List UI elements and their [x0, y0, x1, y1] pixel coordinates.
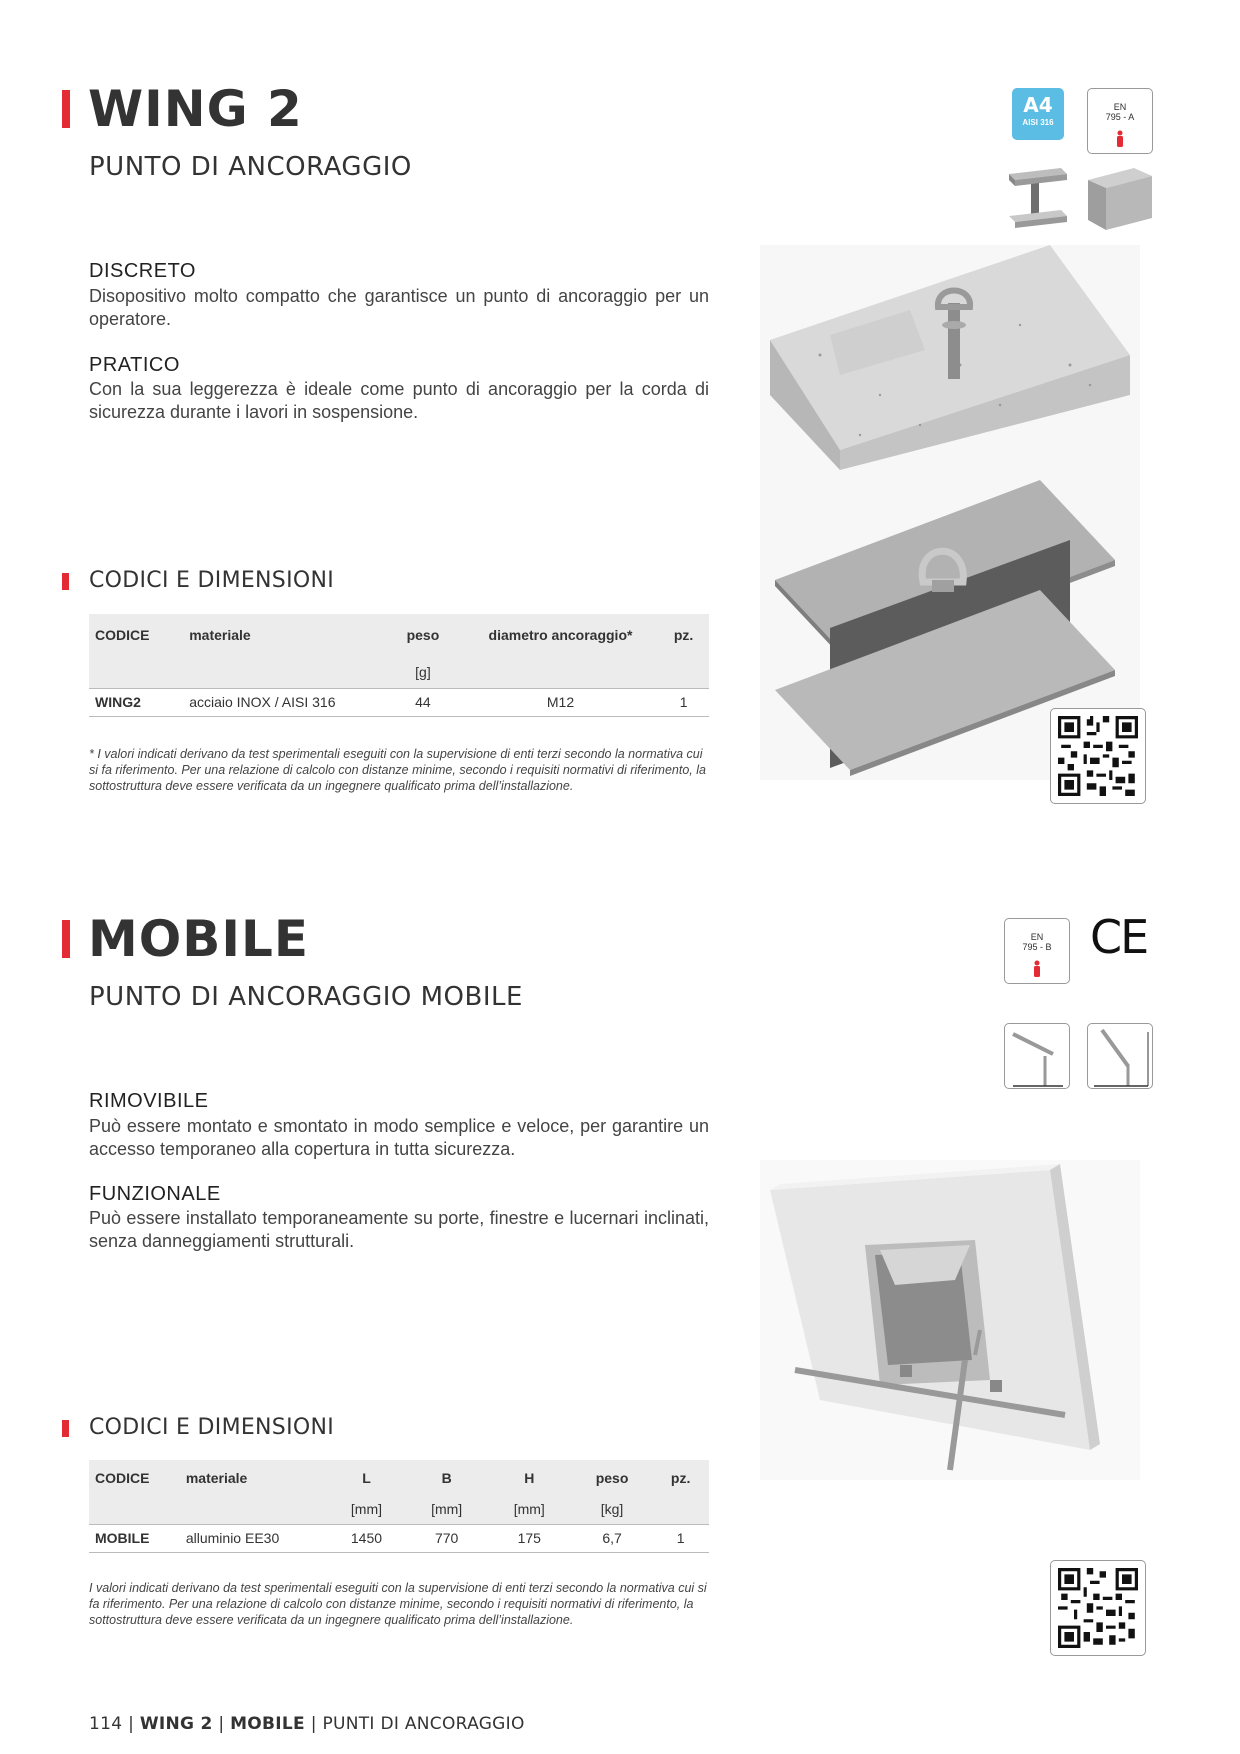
col-header: materiale: [180, 1460, 327, 1495]
col-header: B: [407, 1460, 487, 1495]
unit-cell: [180, 1495, 327, 1524]
codes-table-wing2: [89, 614, 709, 717]
anchor-inclined-icon: [1005, 1024, 1069, 1088]
col-header: CODICE: [89, 614, 183, 656]
footer-item-mobile: MOBILE: [230, 1714, 305, 1734]
footnote-mobile: I valori indicati derivano da test sperimentali eseguiti con la supervisione di enti terzi secondo la normativa cui si fa riferimento. Per una relazione di calcolo con distanze minime, secondo i requisiti normativi di riferimento, la sottostruttura deve essere verificata da un ingegnere qualificato prima dell’installazione.: [89, 1581, 707, 1627]
steel-beam-icon: [1003, 166, 1069, 232]
qr-code-icon: [1058, 1568, 1138, 1648]
mobile-window-illustration: [760, 1160, 1140, 1480]
norm-badge-line1: EN: [1113, 102, 1127, 112]
qr-code[interactable]: [1050, 1560, 1146, 1656]
cell-diameter: M12: [463, 688, 658, 716]
footer-category: PUNTI DI ANCORAGGIO: [322, 1714, 525, 1734]
section-title-codici: CODICI E DIMENSIONI: [89, 1415, 335, 1440]
feature-text: Disopositivo molto compatto che garantisce un punto di ancoraggio per un operatore.: [89, 286, 709, 329]
footnote-wing2: * I valori indicati derivano da test sperimentali eseguiti con la supervisione di enti terzi secondo la normativa cui si fa riferimento. Per una relazione di calcolo con distanze minime, secondo i requisiti normativi di riferimento, la sottostruttura deve essere verificata da un ingegnere qualificato prima dell’installazione.: [89, 747, 706, 793]
table-unit-row: [89, 656, 709, 688]
cell-weight: 6,7: [572, 1524, 652, 1552]
footer-separator: |: [128, 1714, 140, 1734]
feature-heading: PRATICO: [89, 354, 180, 376]
unit-cell: [kg]: [572, 1495, 652, 1524]
cell-code: MOBILE: [89, 1524, 180, 1552]
unit-cell: [mm]: [407, 1495, 487, 1524]
unit-cell: [mm]: [326, 1495, 406, 1524]
col-header: H: [487, 1460, 572, 1495]
col-header: L: [326, 1460, 406, 1495]
feature-text: Può essere installato temporaneamente su porte, finestre e lucernari inclinati, senza danneggiamenti strutturali.: [89, 1208, 709, 1251]
unit-cell: [89, 656, 183, 688]
material-badge-code: A4: [1023, 93, 1053, 117]
norm-badge: [1087, 88, 1153, 154]
feature-heading: FUNZIONALE: [89, 1183, 221, 1205]
col-header: pz.: [652, 1460, 709, 1495]
norm-badge-line2: 795 - A: [1105, 112, 1135, 122]
table-header-row: [89, 1460, 709, 1495]
material-badge: [1012, 88, 1064, 140]
col-header: peso: [572, 1460, 652, 1495]
product-subtitle-wing2: PUNTO DI ANCORAGGIO: [89, 152, 412, 182]
cell-width: 770: [407, 1524, 487, 1552]
unit-cell: [mm]: [487, 1495, 572, 1524]
col-header: pz.: [658, 614, 709, 656]
anchor-vertical-icon: [1088, 1024, 1152, 1088]
footer-separator: |: [218, 1714, 231, 1734]
table-row: [89, 1524, 709, 1552]
ce-mark-icon: CE: [1090, 910, 1148, 964]
norm-badge-line2: 795 - B: [1022, 942, 1052, 952]
table-row: [89, 688, 709, 716]
cell-code: WING2: [89, 688, 183, 716]
product-title-mobile: MOBILE: [88, 910, 309, 968]
footer-item-wing2: WING 2: [139, 1714, 213, 1734]
page-footer: [89, 1714, 525, 1734]
unit-cell: [183, 656, 383, 688]
cell-length: 1450: [326, 1524, 406, 1552]
product-title-wing2: WING 2: [88, 80, 303, 138]
concrete-block-icon: [1084, 166, 1154, 232]
footer-separator: |: [310, 1714, 323, 1734]
col-header: CODICE: [89, 1460, 180, 1495]
material-badge-label: AISI 316: [1022, 118, 1054, 127]
install-inclined-icon: [1004, 1023, 1070, 1089]
section-title-codici: CODICI E DIMENSIONI: [89, 568, 335, 593]
col-header: diametro ancoraggio*: [463, 614, 658, 656]
title-marker: [62, 90, 70, 128]
norm-badge: [1004, 918, 1070, 984]
norm-badge-line1: EN: [1030, 932, 1044, 942]
feature-heading: RIMOVIBILE: [89, 1090, 209, 1112]
product-subtitle-mobile: PUNTO DI ANCORAGGIO MOBILE: [89, 982, 523, 1012]
wing2-concrete-illustration: [760, 245, 1140, 485]
unit-cell: [g]: [383, 656, 463, 688]
col-header: materiale: [183, 614, 383, 656]
unit-cell: [89, 1495, 180, 1524]
codes-table-mobile: [89, 1460, 709, 1553]
table-header-row: [89, 614, 709, 656]
title-marker: [62, 920, 70, 958]
cell-height: 175: [487, 1524, 572, 1552]
page-number: 114: [89, 1714, 123, 1734]
unit-cell: [652, 1495, 709, 1524]
cell-material: acciaio INOX / AISI 316: [183, 688, 383, 716]
feature-heading: DISCRETO: [89, 260, 196, 282]
qr-code-icon: [1058, 716, 1138, 796]
qr-code[interactable]: [1050, 708, 1146, 804]
cell-material: alluminio EE30: [180, 1524, 327, 1552]
feature-text: Con la sua leggerezza è ideale come punto di ancoraggio per la corda di sicurezza durante i lavori in sospensione.: [89, 379, 709, 422]
table-unit-row: [89, 1495, 709, 1524]
unit-cell: [658, 656, 709, 688]
unit-cell: [463, 656, 658, 688]
section-marker: [62, 1420, 69, 1437]
person-icon: [1114, 130, 1126, 148]
install-vertical-icon: [1087, 1023, 1153, 1089]
feature-text: Può essere montato e smontato in modo semplice e veloce, per garantire un accesso temporaneo alla copertura in tutta sicurezza.: [89, 1116, 709, 1159]
cell-pieces: 1: [652, 1524, 709, 1552]
col-header: peso: [383, 614, 463, 656]
cell-weight: 44: [383, 688, 463, 716]
cell-pieces: 1: [658, 688, 709, 716]
person-icon: [1031, 960, 1043, 978]
section-marker: [62, 573, 69, 590]
